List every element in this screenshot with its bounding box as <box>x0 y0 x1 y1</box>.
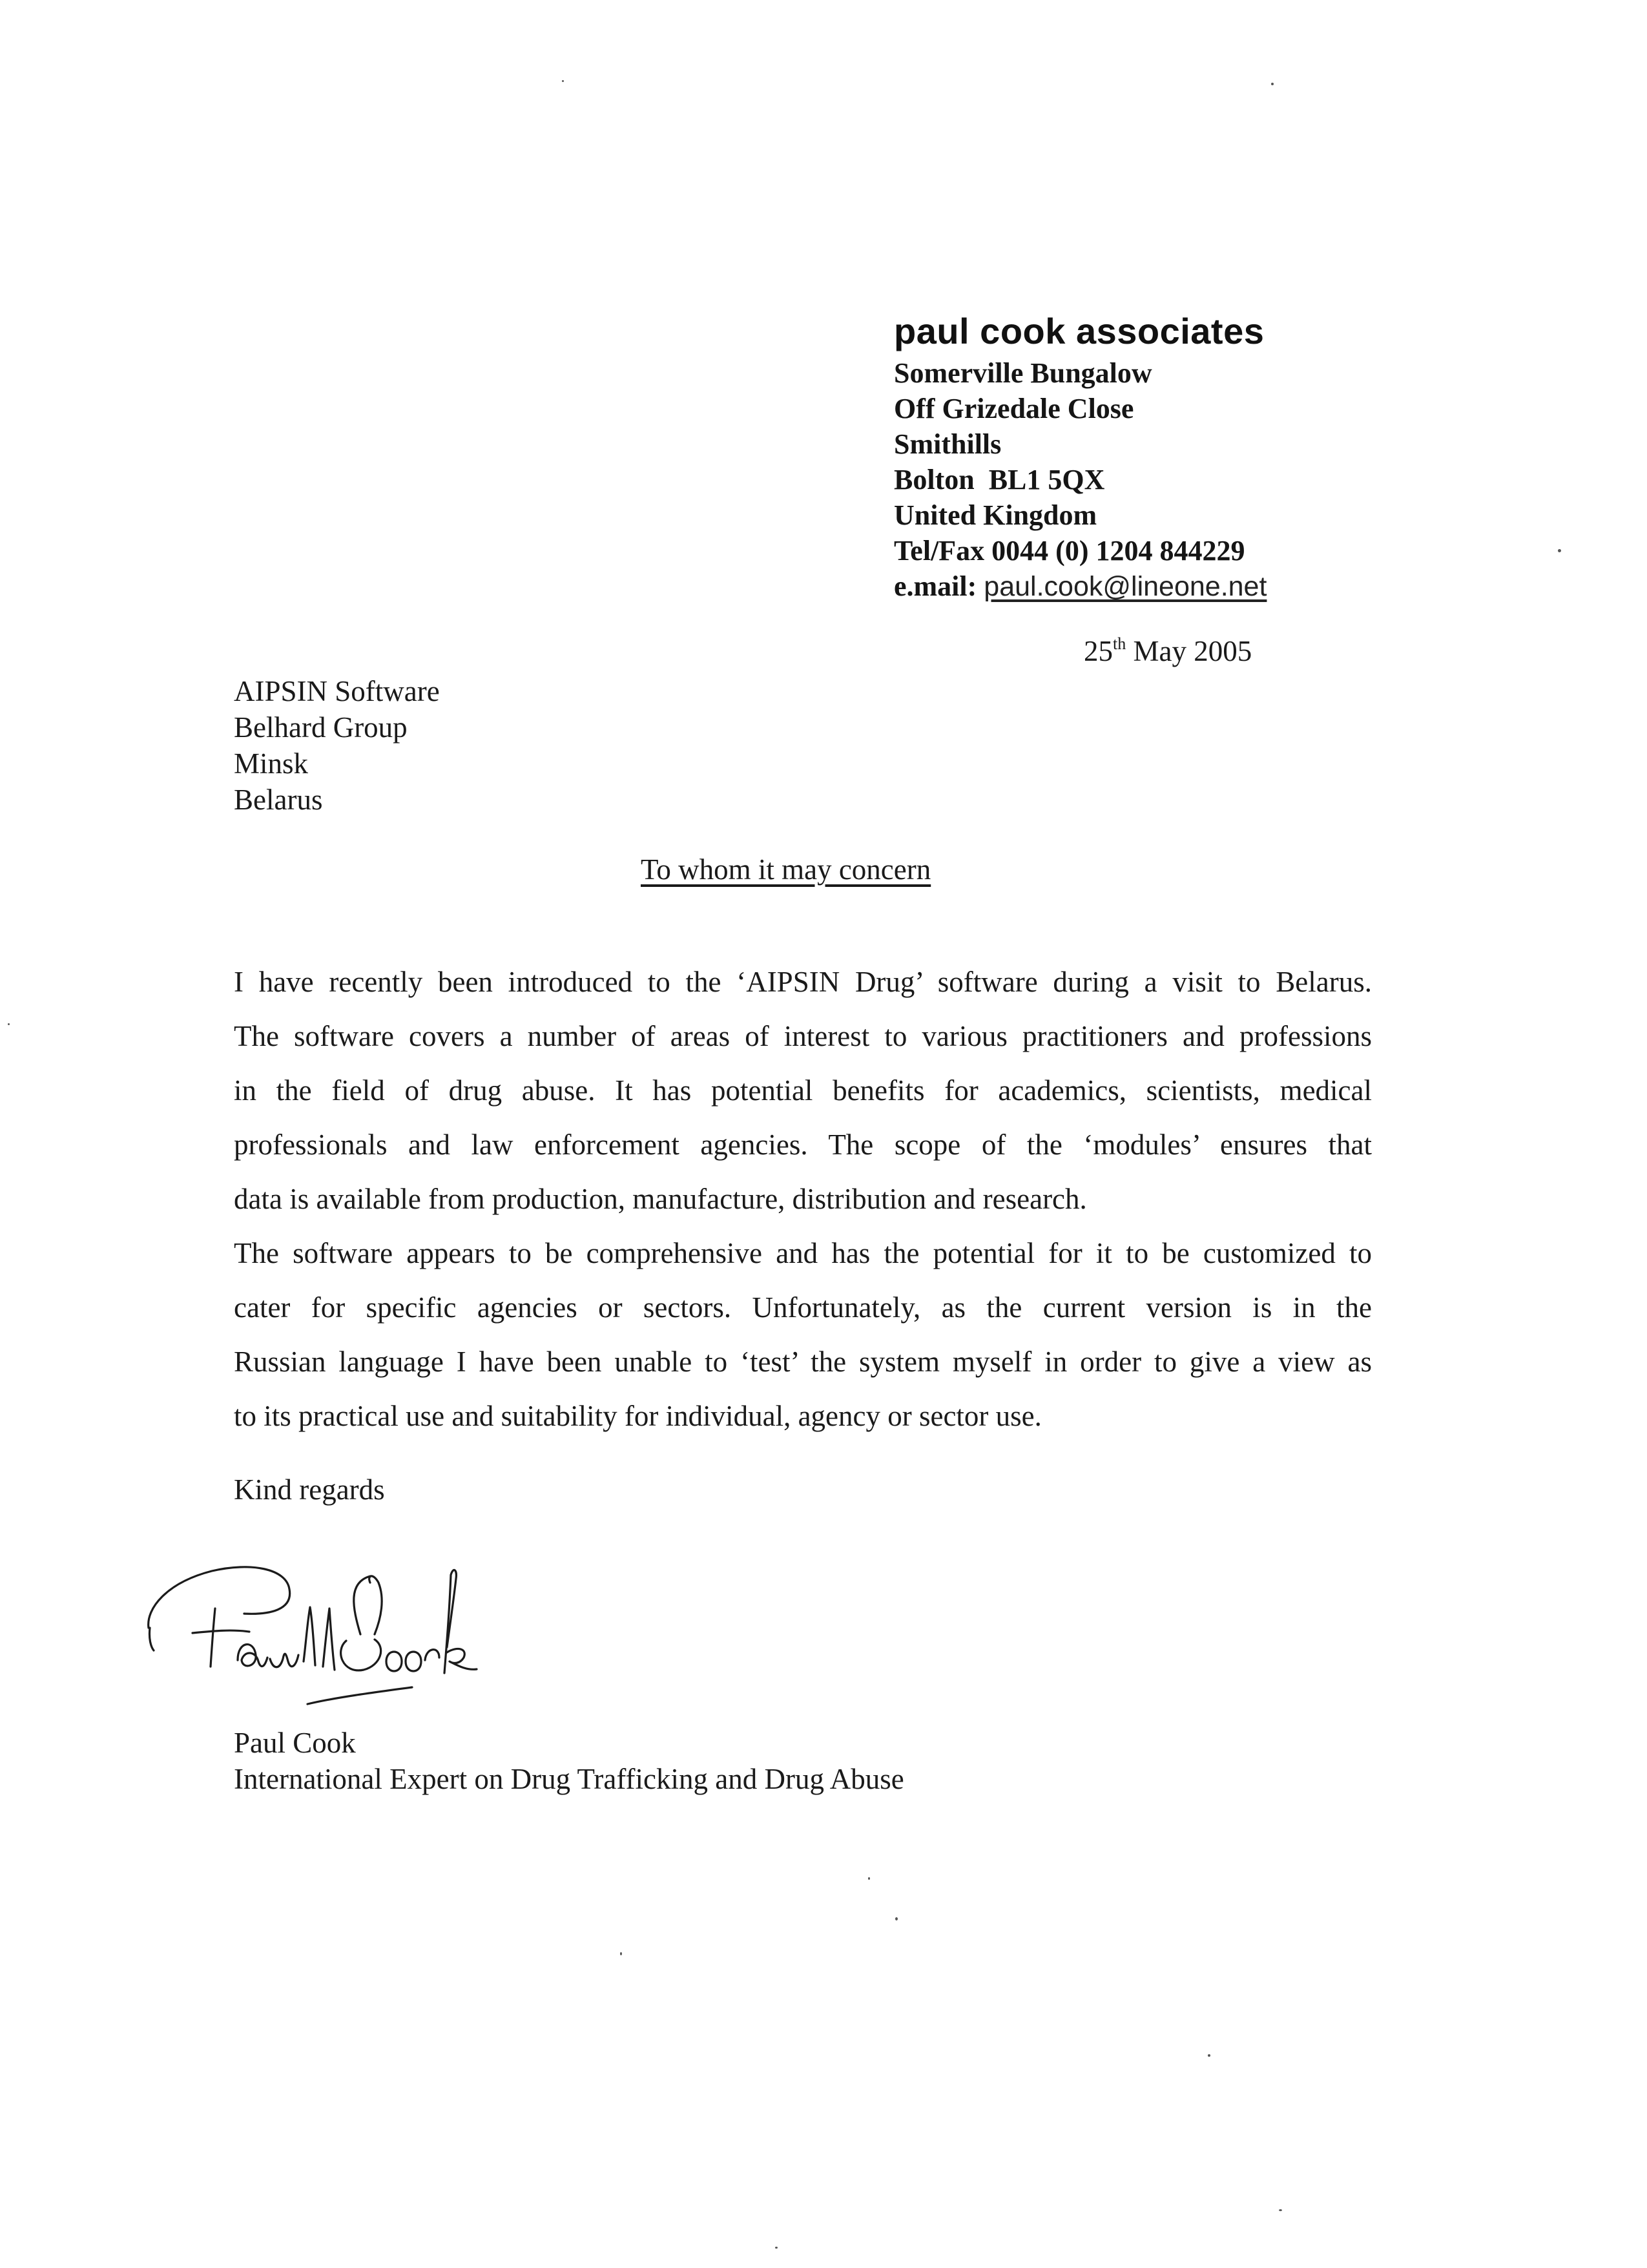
scan-speck <box>1279 2209 1282 2211</box>
body-line: data is available from production, manufacture, distribution and research. <box>234 1183 1087 1215</box>
scan-speck <box>895 1917 898 1920</box>
date-suffix: th <box>1113 634 1126 653</box>
letterhead <box>894 309 1475 605</box>
scan-speck <box>775 2247 778 2249</box>
recipient-line-country: Belarus <box>234 784 323 816</box>
company-name: paul cook associates <box>894 311 1265 351</box>
scan-speck <box>1208 2054 1210 2057</box>
email-link[interactable]: paul.cook@lineone.net <box>984 571 1267 602</box>
address-line-road: Off Grizedale Close <box>894 393 1134 424</box>
scan-speck <box>868 1877 870 1880</box>
date-day: 25 <box>1084 635 1113 667</box>
email-row <box>894 568 1475 605</box>
closing-salutation: Kind regards <box>234 1473 385 1506</box>
body-line: to its practical use and suitability for individual, agency or sector use. <box>234 1400 1042 1432</box>
scan-speck <box>620 1952 622 1955</box>
letter-body <box>234 955 1372 1443</box>
date-month-year: May 2005 <box>1133 635 1252 667</box>
body-line: in the field of drug abuse. It has potential benefits for academics, scientists, medical <box>234 1074 1372 1107</box>
scan-speck <box>562 80 564 82</box>
body-line: I have recently been introduced to the ‘AIPSIN Drug’ software during a visit to Belarus. <box>234 966 1372 998</box>
email-label: e.mail: <box>894 570 977 602</box>
recipient-line-company: AIPSIN Software <box>234 675 440 707</box>
body-line: The software covers a number of areas of interest to various practitioners and professions <box>234 1020 1372 1052</box>
address-line-street: Somerville Bungalow <box>894 357 1152 389</box>
handwritten-signature <box>141 1537 554 1725</box>
recipient-line-group: Belhard Group <box>234 711 408 744</box>
scan-speck <box>1271 83 1274 85</box>
recipient-address <box>234 673 440 818</box>
recipient-line-city: Minsk <box>234 747 309 780</box>
body-line: Russian language I have been unable to ‘test’ the system myself in order to give a view as <box>234 1346 1372 1378</box>
signer-name: Paul Cook <box>234 1727 356 1759</box>
body-line: professionals and law enforcement agencies. The scope of the ‘modules’ ensures that <box>234 1129 1372 1161</box>
letter-subject: To whom it may concern <box>641 853 931 886</box>
address-line-town-postcode: Bolton BL1 5QX <box>894 464 1105 495</box>
scan-speck <box>8 1023 10 1025</box>
address-line-country: United Kingdom <box>894 499 1097 531</box>
signer-block <box>234 1725 904 1797</box>
body-line: cater for specific agencies or sectors. Unfortunately, as the current version is in the <box>234 1291 1372 1324</box>
address-line-area: Smithills <box>894 428 1002 460</box>
body-line: The software appears to be comprehensive and has the potential for it to be customized to <box>234 1237 1372 1269</box>
signer-title: International Expert on Drug Trafficking and Drug Abuse <box>234 1763 904 1795</box>
letter-date <box>1084 633 1252 669</box>
scan-speck <box>1558 549 1561 552</box>
telephone-fax: Tel/Fax 0044 (0) 1204 844229 <box>894 535 1245 567</box>
